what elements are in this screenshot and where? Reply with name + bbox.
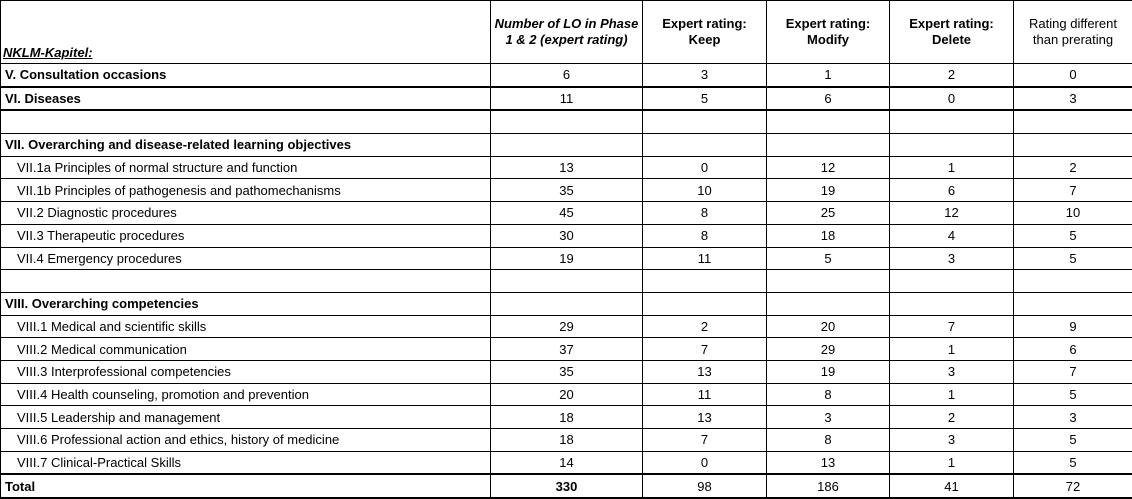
row-label: VIII.2 Medical communication bbox=[1, 338, 491, 361]
delete-cell: 1 bbox=[890, 383, 1014, 406]
modify-cell: 12 bbox=[767, 156, 890, 179]
row-label: V. Consultation occasions bbox=[1, 64, 491, 87]
delete-cell: 1 bbox=[890, 451, 1014, 474]
row-label: VII.1b Principles of pathogenesis and pathomechanisms bbox=[1, 179, 491, 202]
number-lo-cell: 18 bbox=[491, 406, 643, 429]
different-cell: 5 bbox=[1014, 383, 1132, 406]
delete-cell: 1 bbox=[890, 338, 1014, 361]
row-label: VIII.5 Leadership and management bbox=[1, 406, 491, 429]
total-label: Total bbox=[1, 474, 491, 498]
delete-cell: 7 bbox=[890, 315, 1014, 338]
modify-cell: 1 bbox=[767, 64, 890, 87]
modify-cell: 8 bbox=[767, 429, 890, 452]
delete-cell: 4 bbox=[890, 224, 1014, 247]
modify-cell: 19 bbox=[767, 360, 890, 383]
number-lo-cell: 35 bbox=[491, 179, 643, 202]
row-label: VIII.3 Interprofessional competencies bbox=[1, 360, 491, 383]
keep-cell: 5 bbox=[643, 87, 767, 111]
modify-header: Expert rating: Modify bbox=[767, 1, 890, 64]
different-cell: 2 bbox=[1014, 156, 1132, 179]
row-label: VIII.6 Professional action and ethics, history of medicine bbox=[1, 429, 491, 452]
table-row bbox=[1, 134, 1132, 157]
chapter-header: NKLM-Kapitel: bbox=[1, 1, 491, 64]
modify-cell: 29 bbox=[767, 338, 890, 361]
keep-cell: 8 bbox=[643, 202, 767, 225]
number-lo-cell: 11 bbox=[491, 87, 643, 111]
table-row bbox=[1, 451, 1132, 474]
number-lo-cell: 19 bbox=[491, 247, 643, 270]
different-cell: 7 bbox=[1014, 179, 1132, 202]
delete-cell: 3 bbox=[890, 360, 1014, 383]
modify-cell: 19 bbox=[767, 179, 890, 202]
table-row bbox=[1, 406, 1132, 429]
total-number-lo: 330 bbox=[491, 474, 643, 498]
row-label: VIII.1 Medical and scientific skills bbox=[1, 315, 491, 338]
delete-header: Expert rating: Delete bbox=[890, 1, 1014, 64]
number-lo-cell: 29 bbox=[491, 315, 643, 338]
different-cell: 5 bbox=[1014, 224, 1132, 247]
different-cell: 5 bbox=[1014, 451, 1132, 474]
table-row bbox=[1, 224, 1132, 247]
number-lo-cell: 45 bbox=[491, 202, 643, 225]
modify-cell: 20 bbox=[767, 315, 890, 338]
number-lo-cell: 37 bbox=[491, 338, 643, 361]
modify-cell: 25 bbox=[767, 202, 890, 225]
keep-cell: 8 bbox=[643, 224, 767, 247]
total-delete: 41 bbox=[890, 474, 1014, 498]
keep-cell: 11 bbox=[643, 383, 767, 406]
different-cell: 0 bbox=[1014, 64, 1132, 87]
keep-cell: 13 bbox=[643, 406, 767, 429]
modify-cell: 3 bbox=[767, 406, 890, 429]
delete-cell: 3 bbox=[890, 247, 1014, 270]
number-lo-cell: 35 bbox=[491, 360, 643, 383]
different-cell: 5 bbox=[1014, 429, 1132, 452]
number-lo-cell: 18 bbox=[491, 429, 643, 452]
table-row bbox=[1, 64, 1132, 87]
keep-cell: 11 bbox=[643, 247, 767, 270]
keep-cell: 2 bbox=[643, 315, 767, 338]
number-lo-cell: 30 bbox=[491, 224, 643, 247]
number-lo-cell: 20 bbox=[491, 383, 643, 406]
table-row bbox=[1, 383, 1132, 406]
keep-cell: 10 bbox=[643, 179, 767, 202]
keep-cell: 7 bbox=[643, 338, 767, 361]
table-row bbox=[1, 179, 1132, 202]
keep-cell: 3 bbox=[643, 64, 767, 87]
header-row bbox=[1, 1, 1132, 64]
different-cell: 5 bbox=[1014, 247, 1132, 270]
table-row bbox=[1, 429, 1132, 452]
total-different: 72 bbox=[1014, 474, 1132, 498]
number-lo-cell: 14 bbox=[491, 451, 643, 474]
table-row bbox=[1, 315, 1132, 338]
different-cell: 10 bbox=[1014, 202, 1132, 225]
row-label: VIII.4 Health counseling, promotion and prevention bbox=[1, 383, 491, 406]
different-cell: 3 bbox=[1014, 87, 1132, 111]
row-label: VII.2 Diagnostic procedures bbox=[1, 202, 491, 225]
row-label: VIII. Overarching competencies bbox=[1, 292, 491, 315]
different-cell: 7 bbox=[1014, 360, 1132, 383]
table-row bbox=[1, 156, 1132, 179]
spacer-row bbox=[1, 270, 1132, 293]
delete-cell: 6 bbox=[890, 179, 1014, 202]
row-label: VIII.7 Clinical-Practical Skills bbox=[1, 451, 491, 474]
row-label: VII.1a Principles of normal structure and function bbox=[1, 156, 491, 179]
delete-cell: 12 bbox=[890, 202, 1014, 225]
spacer-row bbox=[1, 110, 1132, 133]
number-lo-header: Number of LO in Phase 1 & 2 (expert rating) bbox=[491, 1, 643, 64]
modify-cell: 18 bbox=[767, 224, 890, 247]
keep-cell: 0 bbox=[643, 451, 767, 474]
keep-header: Expert rating: Keep bbox=[643, 1, 767, 64]
number-lo-cell: 13 bbox=[491, 156, 643, 179]
table-row bbox=[1, 360, 1132, 383]
modify-cell: 6 bbox=[767, 87, 890, 111]
different-header: Rating different than prerating bbox=[1014, 1, 1132, 64]
table-row bbox=[1, 202, 1132, 225]
delete-cell: 0 bbox=[890, 87, 1014, 111]
total-modify: 186 bbox=[767, 474, 890, 498]
different-cell: 6 bbox=[1014, 338, 1132, 361]
row-label: VII.4 Emergency procedures bbox=[1, 247, 491, 270]
table-row bbox=[1, 247, 1132, 270]
table-row bbox=[1, 87, 1132, 111]
delete-cell: 3 bbox=[890, 429, 1014, 452]
modify-cell: 13 bbox=[767, 451, 890, 474]
delete-cell: 1 bbox=[890, 156, 1014, 179]
table-row bbox=[1, 338, 1132, 361]
row-label: VI. Diseases bbox=[1, 87, 491, 111]
different-cell: 9 bbox=[1014, 315, 1132, 338]
keep-cell: 7 bbox=[643, 429, 767, 452]
delete-cell: 2 bbox=[890, 64, 1014, 87]
modify-cell: 5 bbox=[767, 247, 890, 270]
row-label: VII.3 Therapeutic procedures bbox=[1, 224, 491, 247]
keep-cell: 13 bbox=[643, 360, 767, 383]
delete-cell: 2 bbox=[890, 406, 1014, 429]
keep-cell: 0 bbox=[643, 156, 767, 179]
total-keep: 98 bbox=[643, 474, 767, 498]
row-label: VII. Overarching and disease-related learning objectives bbox=[1, 134, 491, 157]
table-row bbox=[1, 292, 1132, 315]
total-row bbox=[1, 474, 1132, 498]
number-lo-cell: 6 bbox=[491, 64, 643, 87]
modify-cell: 8 bbox=[767, 383, 890, 406]
different-cell: 3 bbox=[1014, 406, 1132, 429]
